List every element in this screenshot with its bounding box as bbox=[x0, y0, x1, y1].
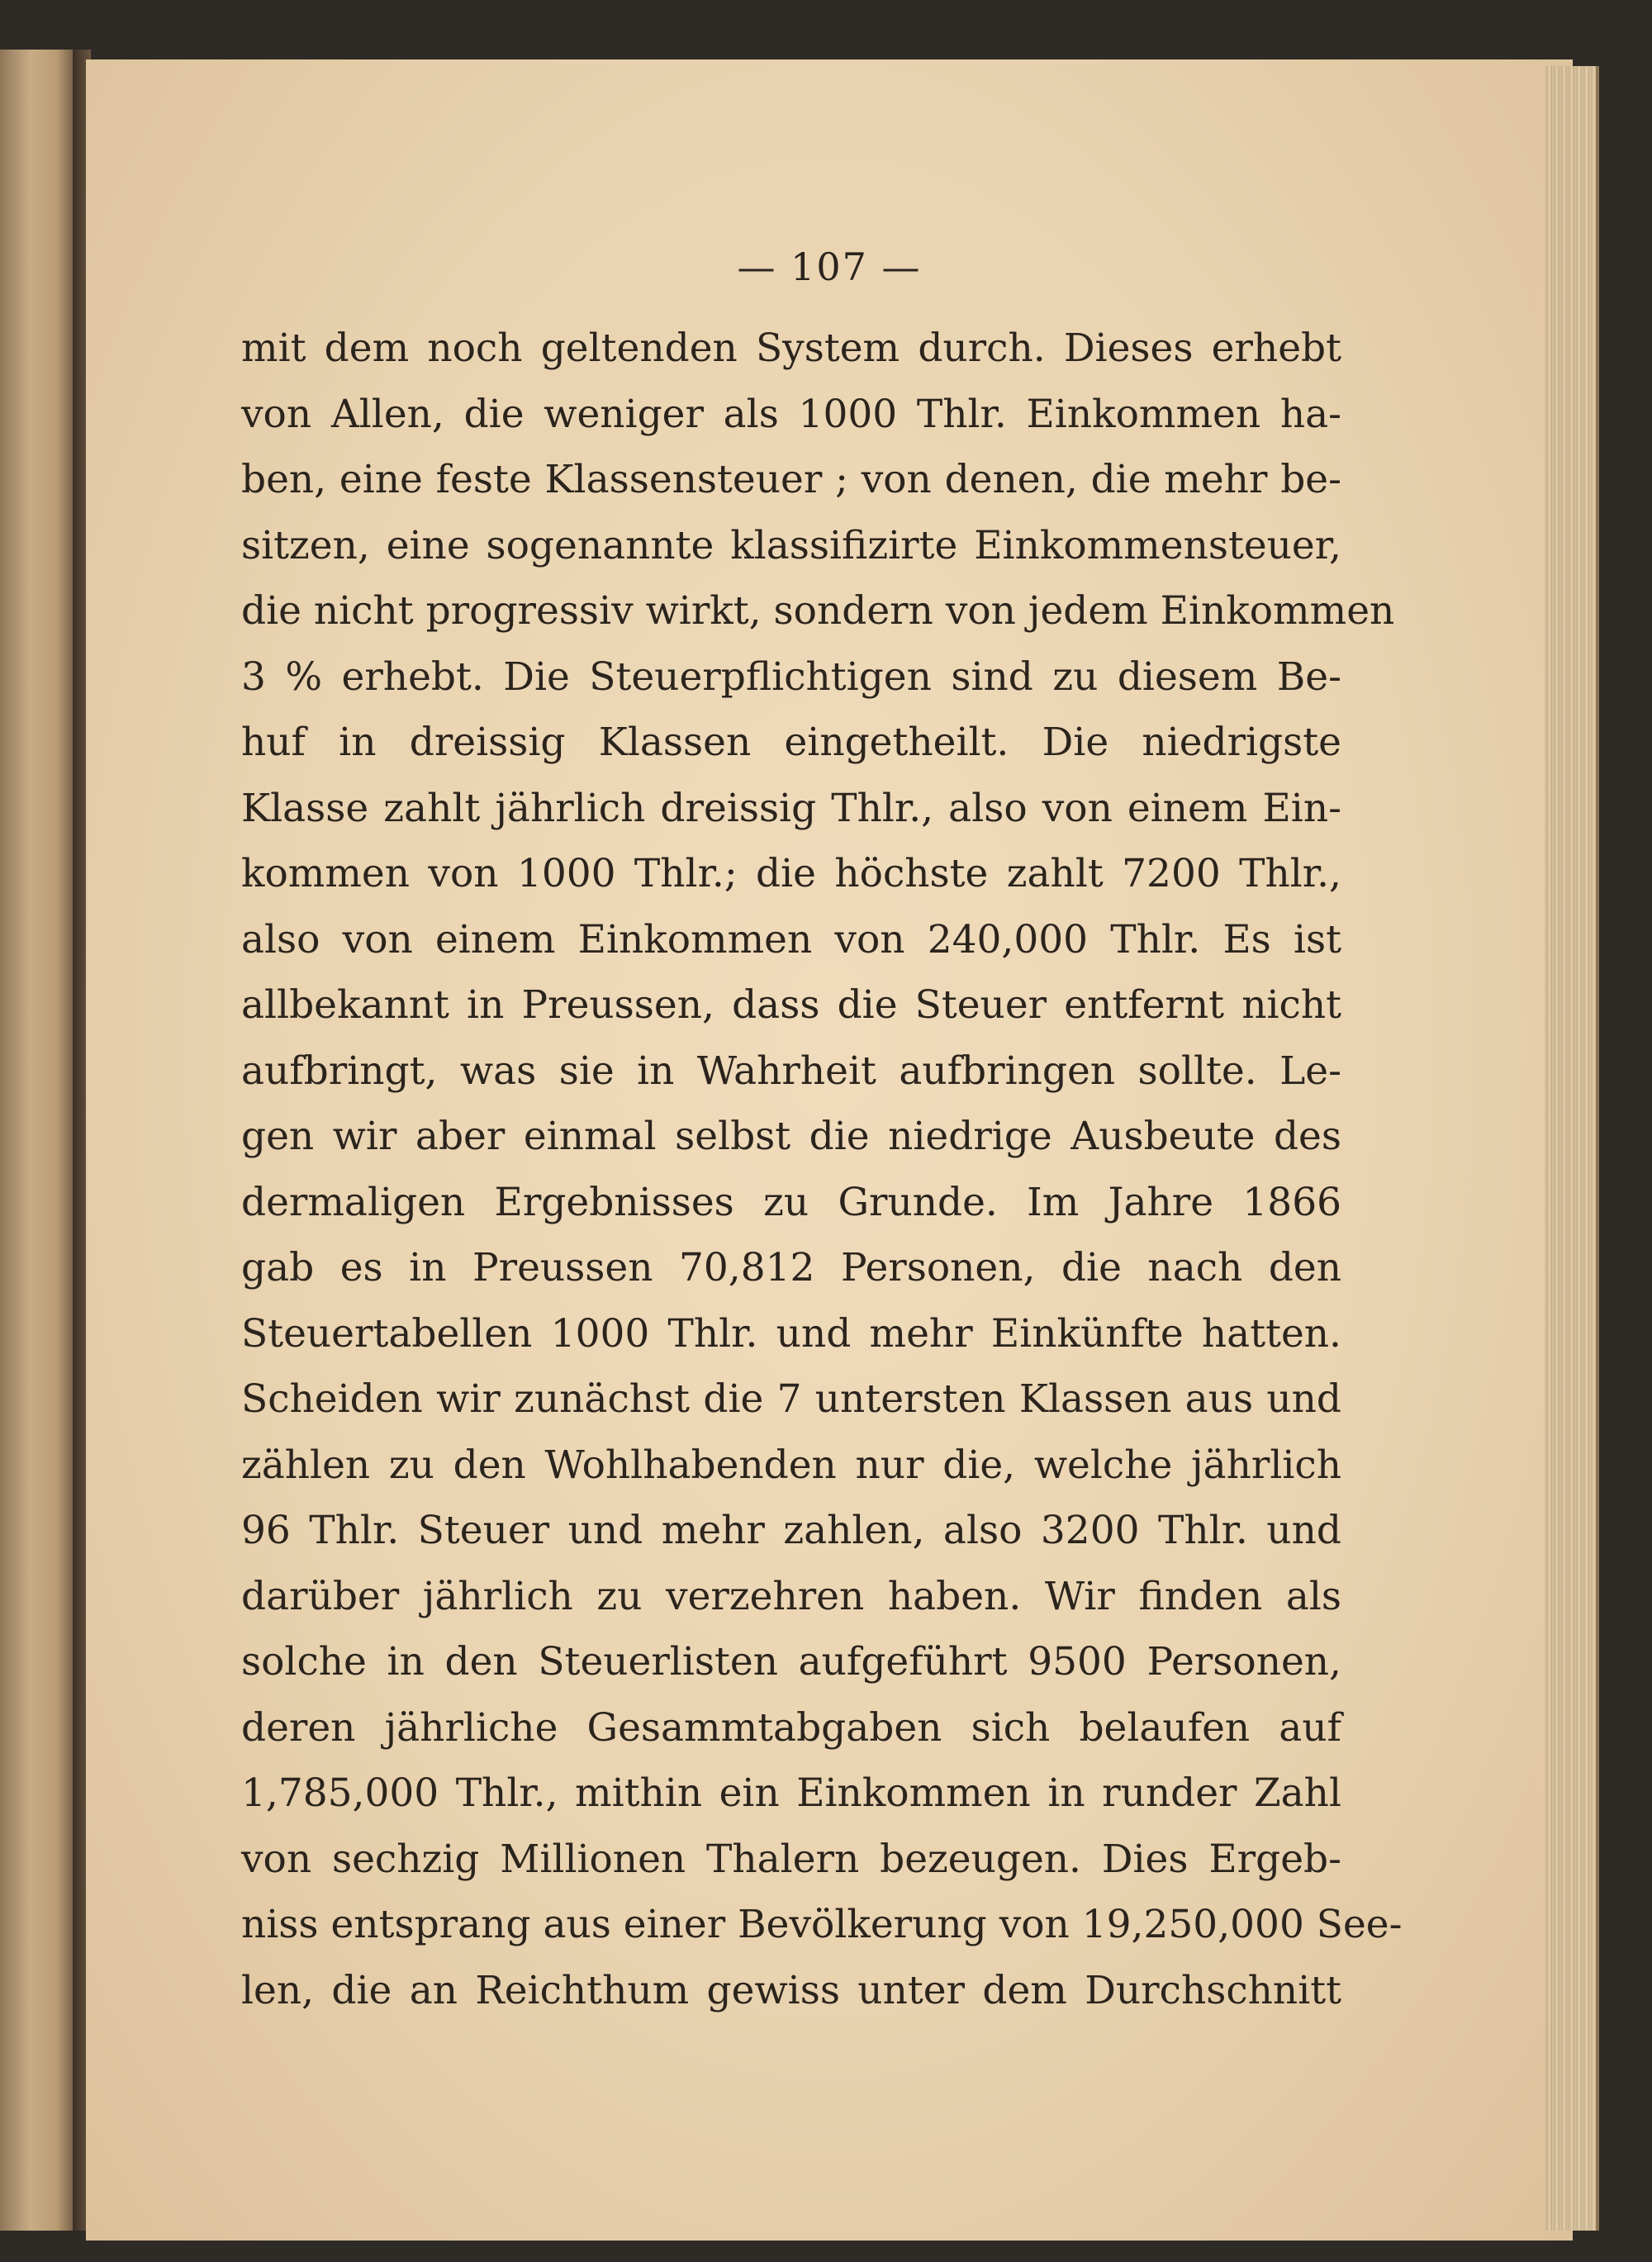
text-line: ben, eine feste Klassensteuer ; von denen, die mehr be- bbox=[241, 457, 1341, 502]
body-text bbox=[241, 316, 1403, 2023]
text-line: huf in dreissig Klassen eingetheilt. Die niedrigste bbox=[241, 720, 1341, 765]
text-line: dermaligen Ergebnisses zu Grunde. Im Jahre 1866 bbox=[241, 1179, 1341, 1225]
text-line: niss entsprang aus einer Bevölkerung von 19,250,000 See- bbox=[241, 1902, 1403, 1947]
text-line: len, die an Reichthum gewiss unter dem Durchschnitt bbox=[241, 1967, 1341, 2013]
text-line: kommen von 1000 Thlr.; die höchste zahlt 7200 Thlr., bbox=[241, 851, 1341, 896]
text-line: aufbringt, was sie in Wahrheit aufbringen sollte. Le- bbox=[241, 1048, 1341, 1094]
text-line: mit dem noch geltenden System durch. Dieses erhebt bbox=[241, 326, 1341, 371]
text-line: deren jährliche Gesammtabgaben sich belaufen auf bbox=[241, 1704, 1341, 1751]
text-line: allbekannt in Preussen, dass die Steuer entfernt nicht bbox=[241, 982, 1341, 1028]
text-line: 96 Thlr. Steuer und mehr zahlen, also 3200 Thlr. und bbox=[241, 1508, 1341, 1553]
text-line: also von einem Einkommen von 240,000 Thlr. Es ist bbox=[241, 916, 1341, 962]
text-line: 1,785,000 Thlr., mithin ein Einkommen in runder Zahl bbox=[241, 1770, 1341, 1816]
text-line: von sechzig Millionen Thalern bezeugen. Dies Ergeb- bbox=[241, 1836, 1341, 1882]
text-line: von Allen, die weniger als 1000 Thlr. Einkommen ha- bbox=[241, 391, 1341, 437]
text-line: zählen zu den Wohlhabenden nur die, welche jährlich bbox=[241, 1442, 1341, 1488]
text-line: gen wir aber einmal selbst die niedrige Ausbeute des bbox=[241, 1114, 1341, 1159]
text-line: Klasse zahlt jährlich dreissig Thlr., also von einem Ein- bbox=[241, 785, 1341, 831]
page-number: — 107 — bbox=[737, 245, 922, 289]
text-line: 3 % erhebt. Die Steuerpflichtigen sind zu diesem Be- bbox=[241, 653, 1341, 700]
text-line: sitzen, eine sogenannte klassifizirte Einkommensteuer, bbox=[241, 522, 1341, 568]
text-line: solche in den Steuerlisten aufgeführt 9500 Personen, bbox=[241, 1639, 1341, 1685]
text-line: Steuertabellen 1000 Thlr. und mehr Einkünfte hatten. bbox=[241, 1310, 1341, 1357]
text-line: Scheiden wir zunächst die 7 untersten Klassen aus und bbox=[241, 1376, 1341, 1422]
text-line: gab es in Preussen 70,812 Personen, die nach den bbox=[241, 1245, 1341, 1290]
page-edges bbox=[1545, 66, 1599, 2231]
facing-page-edge bbox=[0, 50, 76, 2231]
text-line: darüber jährlich zu verzehren haben. Wir finden als bbox=[241, 1573, 1341, 1619]
text-line: die nicht progressiv wirkt, sondern von jedem Einkommen bbox=[241, 588, 1395, 634]
